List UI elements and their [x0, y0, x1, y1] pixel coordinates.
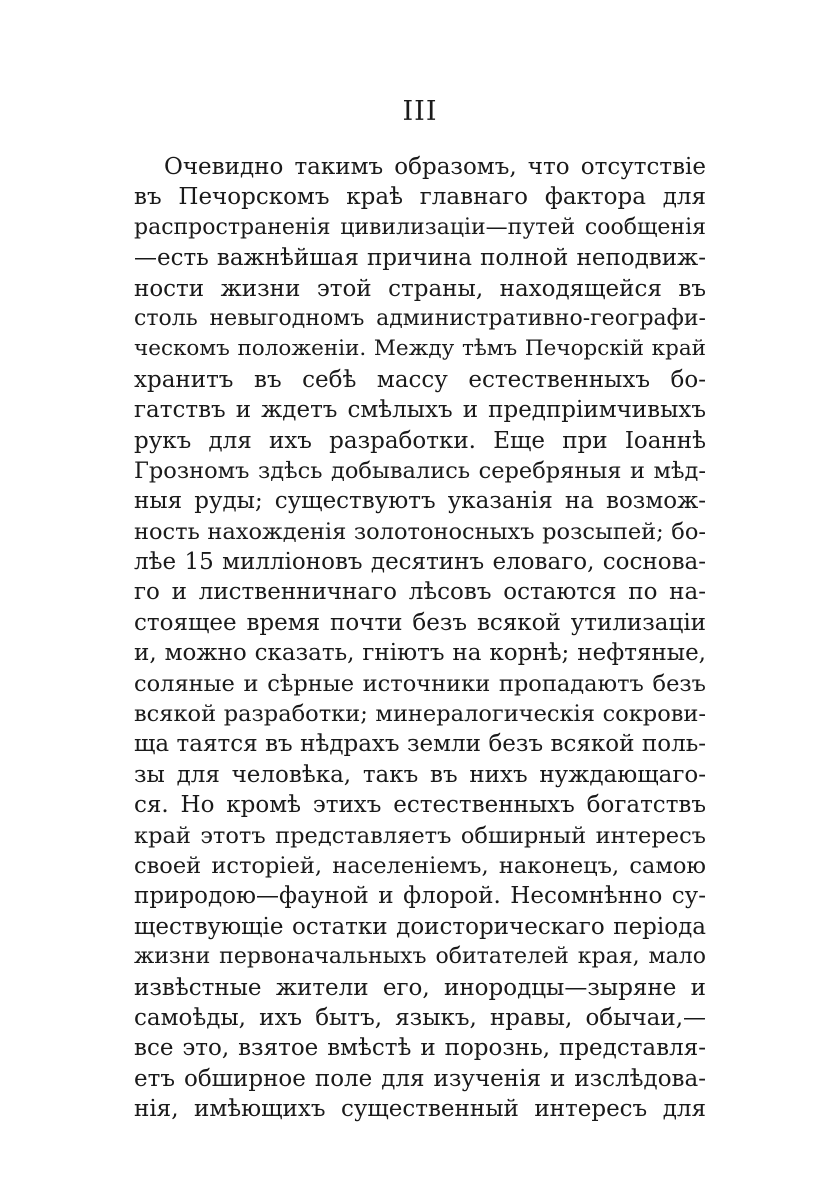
text-line: все это, взятое вмѣстѣ и порознь, представля- [134, 1035, 706, 1062]
text-line: нія, имѣющихъ существенный интересъ для [134, 1096, 706, 1123]
text-line: Очевидно такимъ образомъ, что отсутствіе [164, 154, 706, 180]
text-line: го и лиственничнаго лѣсовъ остаются по на- [134, 579, 706, 606]
text-line: распространенія цивилизаціи—путей сообщенія [134, 214, 706, 240]
text-line: край этотъ представляетъ обширный интересъ [134, 822, 706, 849]
body-text [134, 152, 706, 1125]
text-line: природою—фауной и флорой. Несомнѣнно су- [134, 883, 706, 910]
text-line: рукъ для ихъ разработки. Еще при Іоаннѣ [134, 427, 706, 454]
text-line: Грозномъ здѣсь добывались серебряныя и мѣд- [134, 457, 706, 484]
text-line: соляные и сѣрные источники пропадаютъ безъ [134, 670, 706, 697]
text-line: ществующіе остатки доисторическаго періода [134, 913, 706, 940]
text-line: гатствъ и ждетъ смѣлыхъ и предпріимчивыхъ [134, 397, 706, 424]
text-line: извѣстные жители его, инородцы—зыряне и [134, 974, 706, 1001]
text-line: жизни первоначальныхъ обитателей края, мало [134, 944, 706, 970]
text-line: въ Печорскомъ краѣ главнаго фактора для [134, 184, 706, 211]
text-line: и, можно сказать, гніютъ на корнѣ; нефтяные, [134, 640, 706, 667]
text-line: самоѣды, ихъ бытъ, языкъ, нравы, обычаи,— [134, 1004, 706, 1031]
page-number: III [402, 96, 438, 127]
text-line: ность нахожденія золотоносныхъ розсыпей; бо- [134, 518, 706, 545]
text-line: ща таятся въ нѣдрахъ земли безъ всякой поль- [134, 731, 706, 758]
text-line: —есть важнѣйшая причина полной неподвиж- [134, 245, 706, 272]
text-line: зы для человѣка, такъ въ нихъ нуждающаго- [134, 761, 706, 788]
text-line: ныя руды; существуютъ указанія на возмож- [134, 488, 706, 515]
text-line: лѣе 15 милліоновъ десятинъ еловаго, соснова- [134, 549, 706, 576]
text-line: ческомъ положеніи. Между тѣмъ Печорскій край [134, 336, 706, 362]
text-line: етъ обширное поле для изученія и изслѣдова- [134, 1065, 706, 1092]
text-line: всякой разработки; минералогическія сокрови- [134, 701, 706, 728]
text-line: столь невыгодномъ административно-географи- [134, 305, 706, 331]
text-line: хранитъ въ себѣ массу естественныхъ бо- [134, 366, 706, 393]
text-line: своей исторіей, населеніемъ, наконецъ, самою [134, 852, 706, 879]
text-line: ности жизни этой страны, находящейся въ [134, 275, 706, 302]
text-line: стоящее время почти безъ всякой утилизаціи [134, 609, 706, 636]
text-line: ся. Но кромѣ этихъ естественныхъ богатствъ [134, 792, 706, 819]
